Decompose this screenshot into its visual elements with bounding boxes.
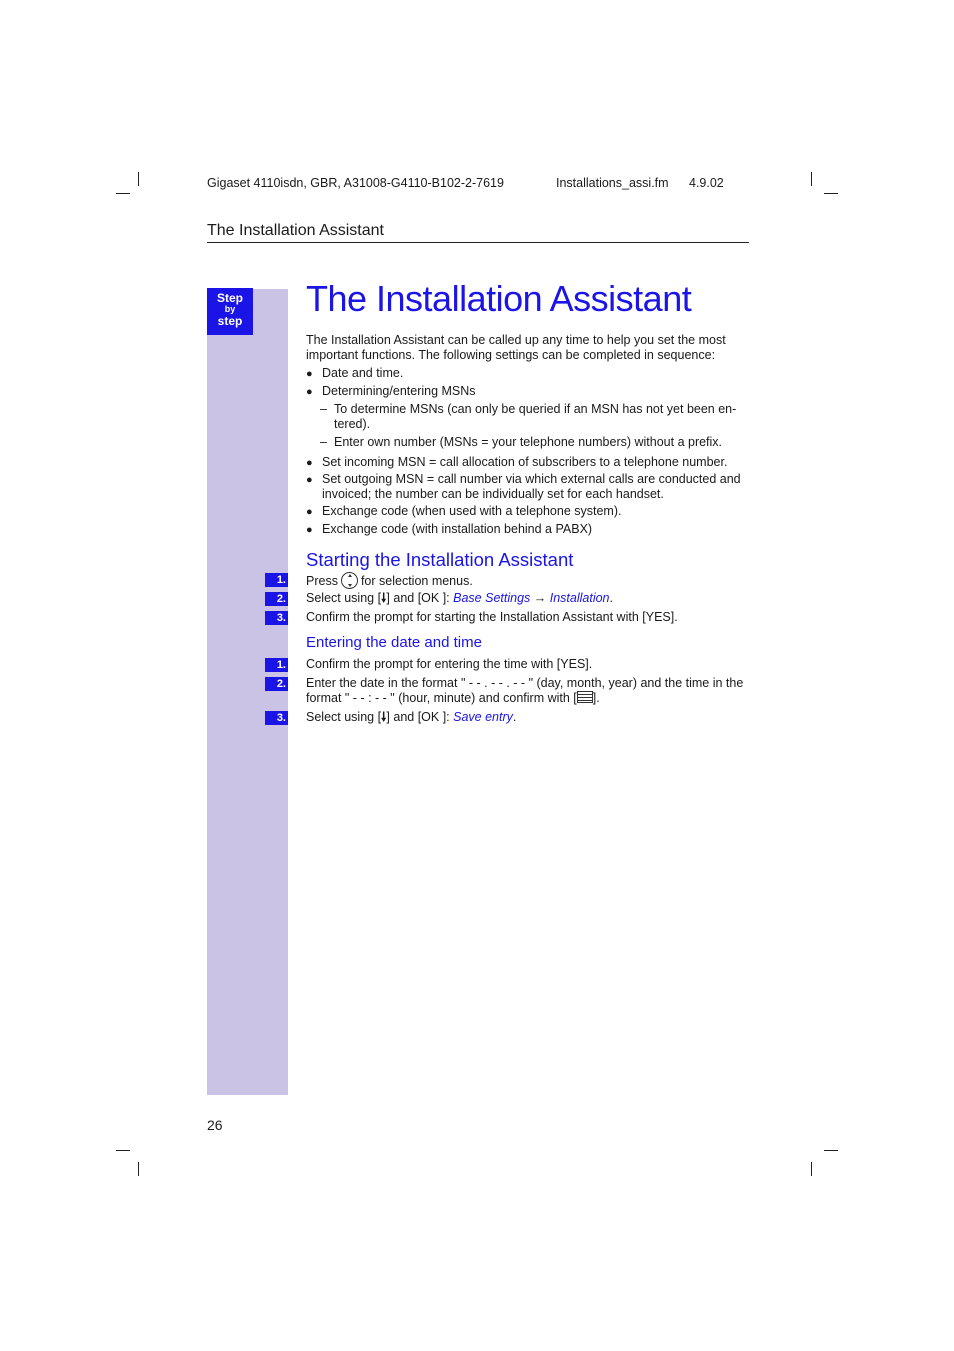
step-text	[306, 572, 750, 589]
dash: –	[320, 402, 327, 416]
list-item: Exchange code (with installation behind a PABX)	[322, 522, 593, 536]
navigation-key-icon	[341, 572, 358, 589]
crop-mark	[811, 172, 812, 186]
bullet-dot: ●	[306, 368, 313, 380]
badge-line: step	[217, 314, 243, 328]
step-number: 2.	[265, 592, 288, 606]
step-number: 3.	[265, 711, 288, 725]
bullet-dot: ●	[306, 386, 313, 398]
intro-paragraph: The Installation Assistant can be called up any time to help you set the most important functions. The following settings can be completed in sequence:	[306, 333, 726, 362]
bullet-dot: ●	[306, 457, 313, 469]
crop-mark	[138, 172, 139, 186]
crop-mark	[811, 1162, 812, 1176]
page-number: 26	[207, 1117, 223, 1133]
doc-info: Gigaset 4110isdn, GBR, A31008-G4110-B102-2-7619	[207, 176, 504, 190]
page-title: The Installation Assistant	[306, 278, 692, 319]
down-arrow-icon: 🠗	[381, 591, 387, 605]
menu-link-save-entry[interactable]: Save entry	[453, 710, 513, 724]
step-number: 1.	[265, 573, 288, 587]
bullet-dot: ●	[306, 506, 313, 518]
menu-link-base-settings[interactable]: Base Settings	[453, 591, 531, 605]
list-item: Date and time.	[322, 366, 404, 380]
step-text-part: Select using [	[306, 710, 382, 724]
section-heading: Starting the Installation Assistant	[306, 549, 574, 570]
step-number: 2.	[265, 677, 288, 691]
list-item: Exchange code (when used with a telephone system).	[322, 504, 622, 518]
down-arrow-icon: 🠗	[381, 710, 387, 724]
crop-mark	[138, 1162, 139, 1176]
arrow-right-icon: →	[533, 591, 547, 605]
running-title: The Installation Assistant	[207, 222, 384, 239]
step-text-part: for selection menus.	[360, 574, 473, 588]
step-text-part: .	[609, 591, 613, 605]
step-text-part: ] and [OK ]:	[386, 710, 450, 724]
step-text-part: .	[512, 710, 517, 724]
dash: –	[320, 435, 327, 449]
subsection-heading: Entering the date and time	[306, 634, 482, 651]
header-rule	[207, 242, 749, 243]
step-text	[306, 591, 750, 606]
list-item: Set outgoing MSN = call number via which external calls are conducted and invoiced; the number can be individually set for each handset.	[322, 472, 741, 501]
bullet-dot: ●	[306, 474, 313, 486]
crop-mark	[824, 193, 838, 194]
step-number: 1.	[265, 658, 288, 672]
badge-line: Step	[216, 291, 243, 305]
file-name: Installations_assi.fm	[556, 176, 669, 190]
step-text-part: ].	[592, 690, 600, 705]
bullet-dot: ●	[306, 524, 313, 536]
sub-list-item: Enter own number (MSNs = your telephone numbers) without a prefix.	[334, 435, 723, 449]
badge-line: by	[224, 304, 236, 314]
step-text	[306, 676, 750, 705]
list-item: Determining/entering MSNs	[322, 384, 476, 398]
step-text-part: Select using [	[306, 591, 382, 605]
step-text-part: ] and [OK ]:	[386, 591, 450, 605]
menu-key-icon	[577, 691, 593, 703]
crop-mark	[116, 1150, 130, 1151]
step-text-part: Enter the date in the format " - - . - - . - - " (day, month, year) and the time in the format " - - : - - " (hour, minute) and confirm with [	[306, 676, 744, 705]
step-text	[306, 710, 750, 725]
step-text-part: Press	[306, 574, 338, 588]
step-text: Confirm the prompt for entering the time with [YES].	[306, 657, 593, 671]
step-sidebar	[207, 289, 288, 1095]
menu-link-installation[interactable]: Installation	[549, 591, 610, 605]
list-item: Set incoming MSN = call allocation of subscribers to a telephone number.	[322, 455, 728, 469]
step-text: Confirm the prompt for starting the Installation Assistant with [YES].	[306, 610, 678, 624]
step-by-step-badge	[207, 288, 253, 335]
crop-mark	[824, 1150, 838, 1151]
crop-mark	[116, 193, 130, 194]
step-number: 3.	[265, 611, 288, 625]
sub-list-item: To determine MSNs (can only be queried if an MSN has not yet been en-tered).	[334, 402, 737, 431]
doc-date: 4.9.02	[689, 176, 724, 190]
